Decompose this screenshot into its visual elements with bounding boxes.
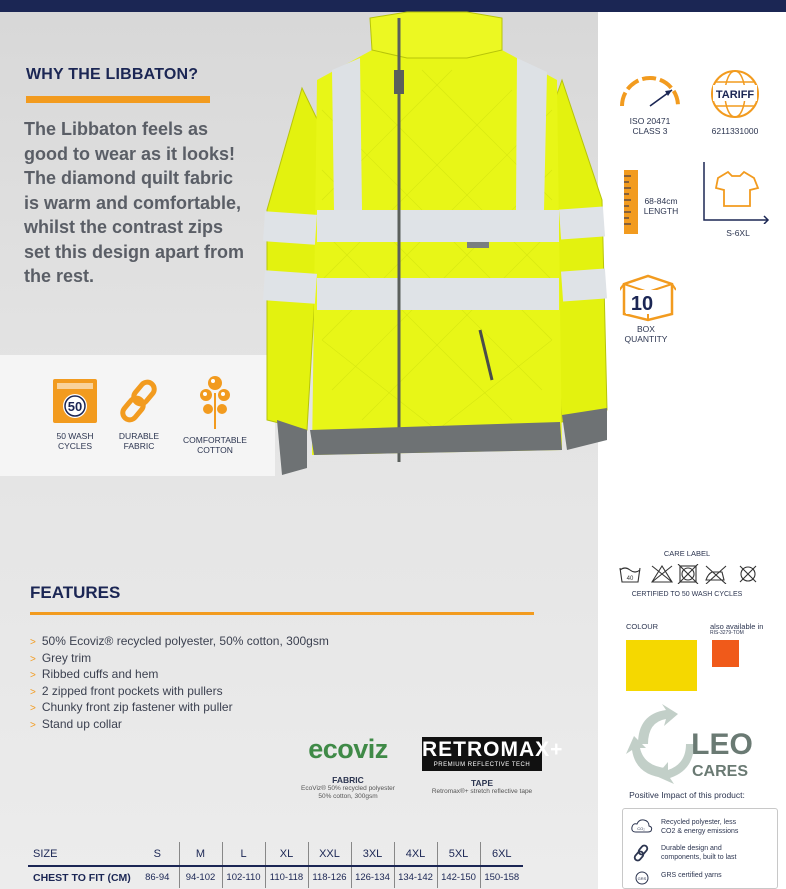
impact-line2: CO2 & energy emissions (661, 828, 739, 835)
size-cell: 3XL (351, 842, 394, 866)
impact-title: Positive Impact of this product: (629, 790, 745, 800)
chest-cell: 134-142 (394, 866, 437, 888)
chest-cell: 150-158 (484, 872, 520, 883)
feature-item: > Ribbed cuffs and hem (30, 667, 329, 684)
tariff-badge: TARIFF (715, 89, 755, 101)
no-tumble-dry-icon (678, 564, 698, 584)
benefit-comfortable-cotton (178, 373, 252, 455)
size-cell: M (179, 842, 222, 866)
size-cell: XXL (308, 842, 351, 866)
chain-link-small-icon (631, 844, 653, 862)
colour-swatch-yellow (626, 640, 697, 691)
size-cell: 6XL (480, 842, 523, 866)
also-available-code: RIS-3279-TOM (710, 630, 744, 636)
feature-item: > 50% Ecoviz® recycled polyester, 50% cotton, 300gsm (30, 634, 329, 651)
feature-item: > Chunky front zip fastener with puller (30, 700, 329, 717)
size-range: S-6XL (726, 228, 750, 238)
no-dry-clean-icon (740, 566, 756, 582)
care-note: CERTIFIED TO 50 WASH CYCLES (631, 591, 743, 598)
impact-item (631, 871, 722, 888)
care-symbols (618, 564, 762, 584)
ecoviz-logo: ecoviz (308, 734, 388, 764)
impact-box (622, 808, 778, 889)
chest-cell: 142-150 (437, 866, 480, 888)
benefit-label-line2: FABRIC (123, 441, 155, 451)
benefit-label-line1: 50 WASH (56, 431, 94, 441)
size-table (28, 842, 523, 888)
leo-cares-text: CARES (692, 763, 749, 780)
chest-cell: 118-126 (308, 866, 351, 888)
size-cell: XL (265, 842, 308, 866)
fabric-caption: FABRIC (332, 775, 364, 785)
impact-item (631, 818, 739, 837)
chest-cell: 94-102 (179, 866, 222, 888)
iso-line2: CLASS 3 (632, 126, 668, 136)
wash-temp: 40 (626, 576, 634, 582)
no-bleach-icon (652, 566, 672, 582)
chest-cell: 110-118 (265, 866, 308, 888)
size-row (28, 842, 523, 866)
colour-swatch-orange (712, 640, 739, 667)
chest-row (28, 866, 523, 888)
chest-cell: 86-94 (136, 866, 179, 888)
box-icon (620, 270, 676, 322)
wash-40-icon (620, 568, 640, 582)
benefit-label-line2: CYCLES (57, 441, 92, 451)
co2-icon-text: CO₂ (637, 826, 645, 831)
feature-item: > Stand up collar (30, 717, 329, 734)
box-quantity-number: 10 (630, 293, 654, 315)
iso-line1: ISO 20471 (629, 116, 671, 126)
impact-text (661, 871, 771, 880)
chest-cell: 102-110 (222, 866, 265, 888)
impact-line1: Recycled polyester, less (661, 819, 737, 826)
impact-line1: GRS certified yarns (661, 872, 722, 879)
box-line2: QUANTITY (624, 334, 668, 344)
intro-body: The Libbaton feels as good to wear as it looks! The diamond quilt fabric is warm and comfortable, whilst the contrast zips set this design apart from the rest. (24, 119, 245, 286)
feature-item: > Grey trim (30, 651, 329, 668)
impact-item (631, 844, 737, 865)
size-cell: S (136, 842, 179, 866)
box-quantity-label (616, 324, 676, 344)
wash-cycles-badge: 50 (67, 399, 83, 414)
benefit-wash-cycles (47, 377, 103, 451)
chest-cell: 126-134 (351, 866, 394, 888)
feature-item: > 2 zipped front pockets with pullers (30, 684, 329, 701)
impact-text (661, 844, 771, 862)
features-rule (30, 612, 534, 615)
size-row-label: SIZE (28, 842, 136, 866)
care-label-title: CARE LABEL (663, 549, 711, 558)
washing-machine-icon (51, 377, 99, 425)
tape-logo-block (420, 737, 564, 796)
features-list (30, 634, 329, 733)
garment-length (636, 196, 686, 216)
length-line1: 68-84cm (644, 196, 678, 206)
retromax-tagline: PREMIUM REFLECTIVE TECH (433, 762, 531, 768)
benefit-label-line1: DURABLE (118, 431, 160, 441)
retromax-logo (422, 737, 564, 771)
size-cell: L (222, 842, 265, 866)
size-range-icon (702, 162, 770, 224)
tariff-code: 6211331000 (711, 126, 759, 136)
leo-logo-text: LEO (691, 728, 753, 761)
benefit-durable-fabric (112, 377, 166, 451)
colour-label: COLOUR (626, 622, 659, 631)
benefit-label-line1: COMFORTABLE (183, 435, 247, 445)
also-available-label: also available in (710, 622, 764, 631)
benefit-label-line2: COTTON (197, 445, 233, 455)
impact-line1: Durable design and (661, 845, 722, 852)
tape-caption: TAPE (470, 778, 494, 788)
fabric-desc-line2: 50% cotton, 300gsm (318, 793, 378, 800)
chest-row-label: CHEST TO FIT (CM) (33, 871, 131, 884)
grs-badge-icon (631, 871, 653, 885)
impact-text (661, 818, 771, 836)
retromax-brand: RETROMAX+ (422, 738, 564, 761)
length-line2: LENGTH (643, 206, 679, 216)
iso-standard (612, 116, 688, 136)
fabric-desc-line1: EcoViz® 50% recycled polyester (301, 785, 395, 792)
size-cell: 4XL (394, 842, 437, 866)
intro-rule (26, 96, 210, 103)
fabric-logo-block (286, 734, 410, 801)
features-title: FEATURES (30, 583, 121, 602)
tape-desc: Retromax®+ stretch reflective tape (431, 788, 533, 795)
chain-link-icon (115, 377, 163, 425)
no-iron-icon (706, 566, 726, 584)
globe-icon (710, 69, 760, 119)
cloud-co2-icon (631, 818, 653, 834)
impact-line2: components, built to last (661, 854, 737, 861)
benefit-strip (0, 355, 275, 476)
grs-icon-text: GRS (637, 876, 647, 881)
intro-title: WHY THE LIBBATON? (26, 66, 199, 83)
gauge-icon (616, 68, 684, 112)
cotton-plant-icon (195, 373, 235, 429)
jacket-image (262, 10, 612, 478)
box-line1: BOX (637, 324, 655, 334)
size-cell: 5XL (437, 842, 480, 866)
